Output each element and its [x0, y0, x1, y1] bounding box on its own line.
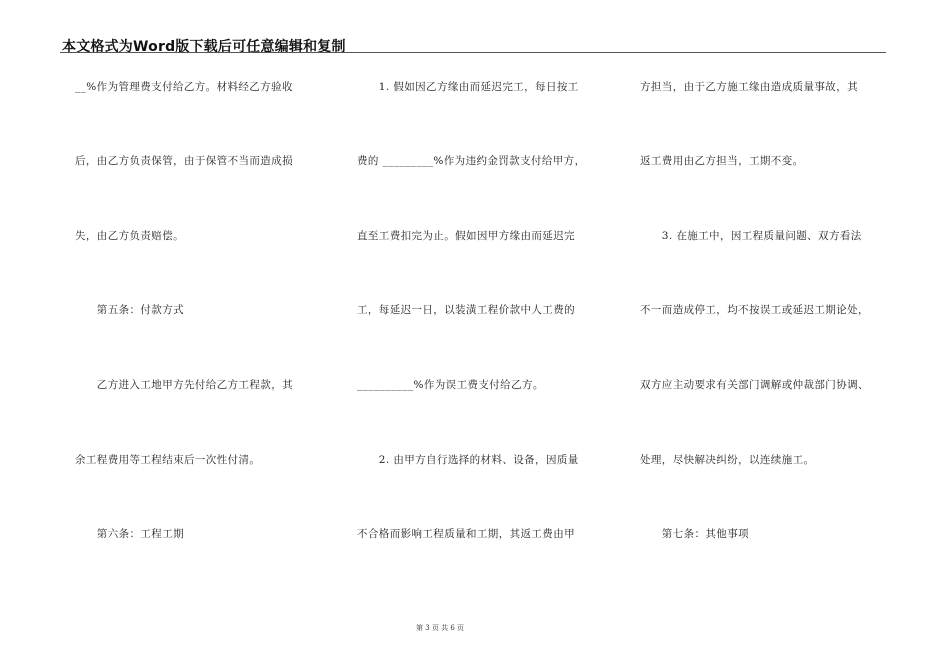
text-line: 不合格而影响工程质量和工期，其返工费由甲 [357, 528, 575, 540]
text-line: 方担当，由于乙方施工缘由造成质量事故，其 [640, 81, 858, 93]
text-line: 2. 由甲方自行选择的材料、设备，因质量 [357, 454, 579, 466]
text-line: 3. 在施工中，因工程质量问题、双方看法 [640, 230, 862, 242]
text-line: 处理，尽快解决纠纷，以连续施工。 [640, 454, 815, 466]
text-line: 不一而造成停工，均不按误工或延迟工期论处， [640, 304, 869, 316]
text-line: __________%作为误工费支付给乙方。 [357, 379, 544, 391]
text-line: 双方应主动要求有关部门调解或仲裁部门协调、 [640, 379, 869, 391]
header-divider [60, 52, 886, 53]
text-line: 后，由乙方负责保管，由于保管不当而造成损 [75, 155, 293, 167]
section-heading-other: 第七条：其他事项 [640, 528, 749, 540]
text-line: 1. 假如因乙方缘由而延迟完工，每日按工 [357, 81, 579, 93]
text-line: __%作为管理费支付给乙方。材料经乙方验收 [75, 81, 293, 93]
text-line: 乙方进入工地甲方先付给乙方工程款，其 [75, 379, 293, 391]
text-line: 直至工费扣完为止。假如因甲方缘由而延迟完 [357, 230, 575, 242]
section-heading-payment: 第五条：付款方式 [75, 304, 184, 316]
section-heading-schedule: 第六条：工程工期 [75, 528, 184, 540]
document-header-title: 本文格式为Word版下载后可任意编辑和复制 [62, 39, 346, 55]
text-line: 返工费用由乙方担当，工期不变。 [640, 155, 804, 167]
text-line: 失，由乙方负责赔偿。 [75, 230, 184, 242]
text-line: 费的 _________%作为违约金罚款支付给甲方， [357, 155, 586, 167]
page-number: 第 3 页 共 6 页 [415, 624, 465, 632]
text-line: 工，每延迟一日，以装潢工程价款中人工费的 [357, 304, 575, 316]
text-line: 余工程费用等工程结束后一次性付清。 [75, 454, 261, 466]
